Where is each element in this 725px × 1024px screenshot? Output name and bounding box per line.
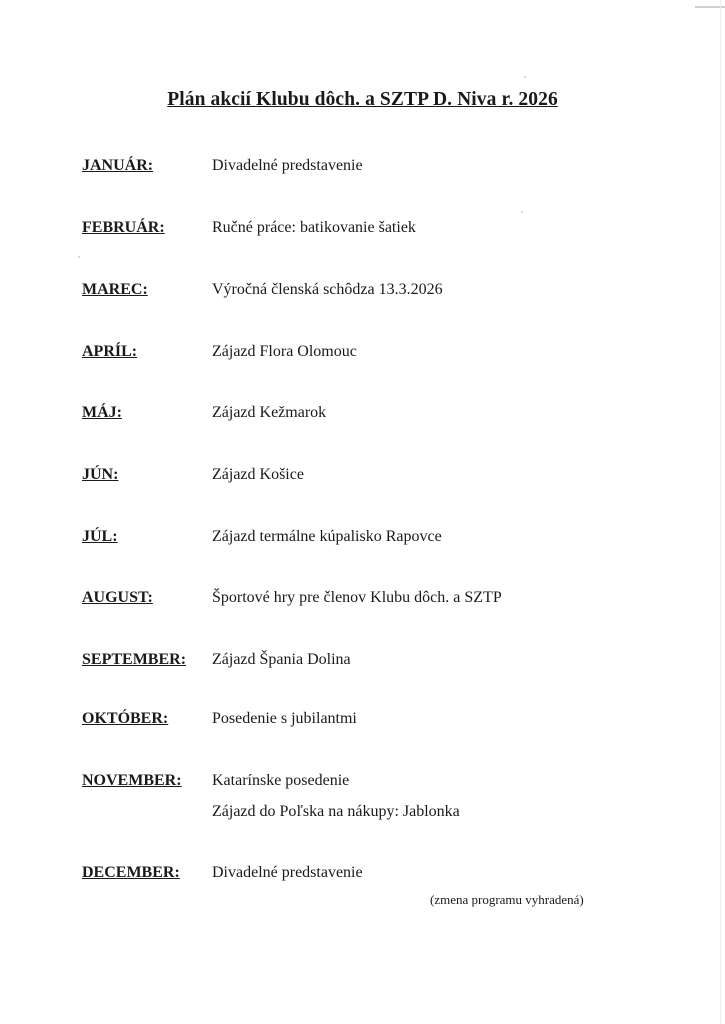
month-label: OKTÓBER: (82, 710, 169, 727)
scan-edge-line (720, 0, 721, 1024)
event-text: Výročná členská schôdza 13.3.2026 (212, 281, 443, 298)
event-text: Športové hry pre členov Klubu dôch. a SZTP (212, 589, 502, 606)
month-label: MÁJ: (82, 404, 122, 421)
event-text: Katarínske posedenie (212, 772, 350, 789)
event-text: Zájazd Špania Dolina (212, 651, 351, 668)
program-change-note: (zmena programu vyhradená) (430, 892, 584, 907)
event-text: Divadelné predstavenie (212, 864, 363, 881)
month-label: JÚN: (82, 466, 119, 483)
event-text: Zájazd Flora Olomouc (212, 343, 357, 360)
month-label: APRÍL: (82, 343, 138, 360)
month-label: FEBRUÁR: (82, 219, 165, 236)
scan-speck (521, 211, 523, 213)
month-label: AUGUST: (82, 589, 153, 606)
page-title: Plán akcií Klubu dôch. a SZTP D. Niva r. 2026 (167, 89, 558, 110)
month-label: MAREC: (82, 281, 148, 298)
month-label: JANUÁR: (82, 157, 154, 174)
scan-speck (78, 256, 80, 258)
event-text: Divadelné predstavenie (212, 157, 363, 174)
scan-speck (524, 76, 526, 78)
event-text: Zájazd Košice (212, 466, 304, 483)
event-text: Posedenie s jubilantmi (212, 710, 357, 727)
month-label: SEPTEMBER: (82, 651, 187, 668)
month-label: DECEMBER: (82, 864, 180, 881)
month-label: JÚL: (82, 528, 118, 545)
event-text: Zájazd do Poľska na nákupy: Jablonka (212, 803, 460, 820)
event-text: Ručné práce: batikovanie šatiek (212, 219, 416, 236)
month-label: NOVEMBER: (82, 772, 182, 789)
event-text: Zájazd termálne kúpalisko Rapovce (212, 528, 442, 545)
event-text: Zájazd Kežmarok (212, 404, 327, 421)
